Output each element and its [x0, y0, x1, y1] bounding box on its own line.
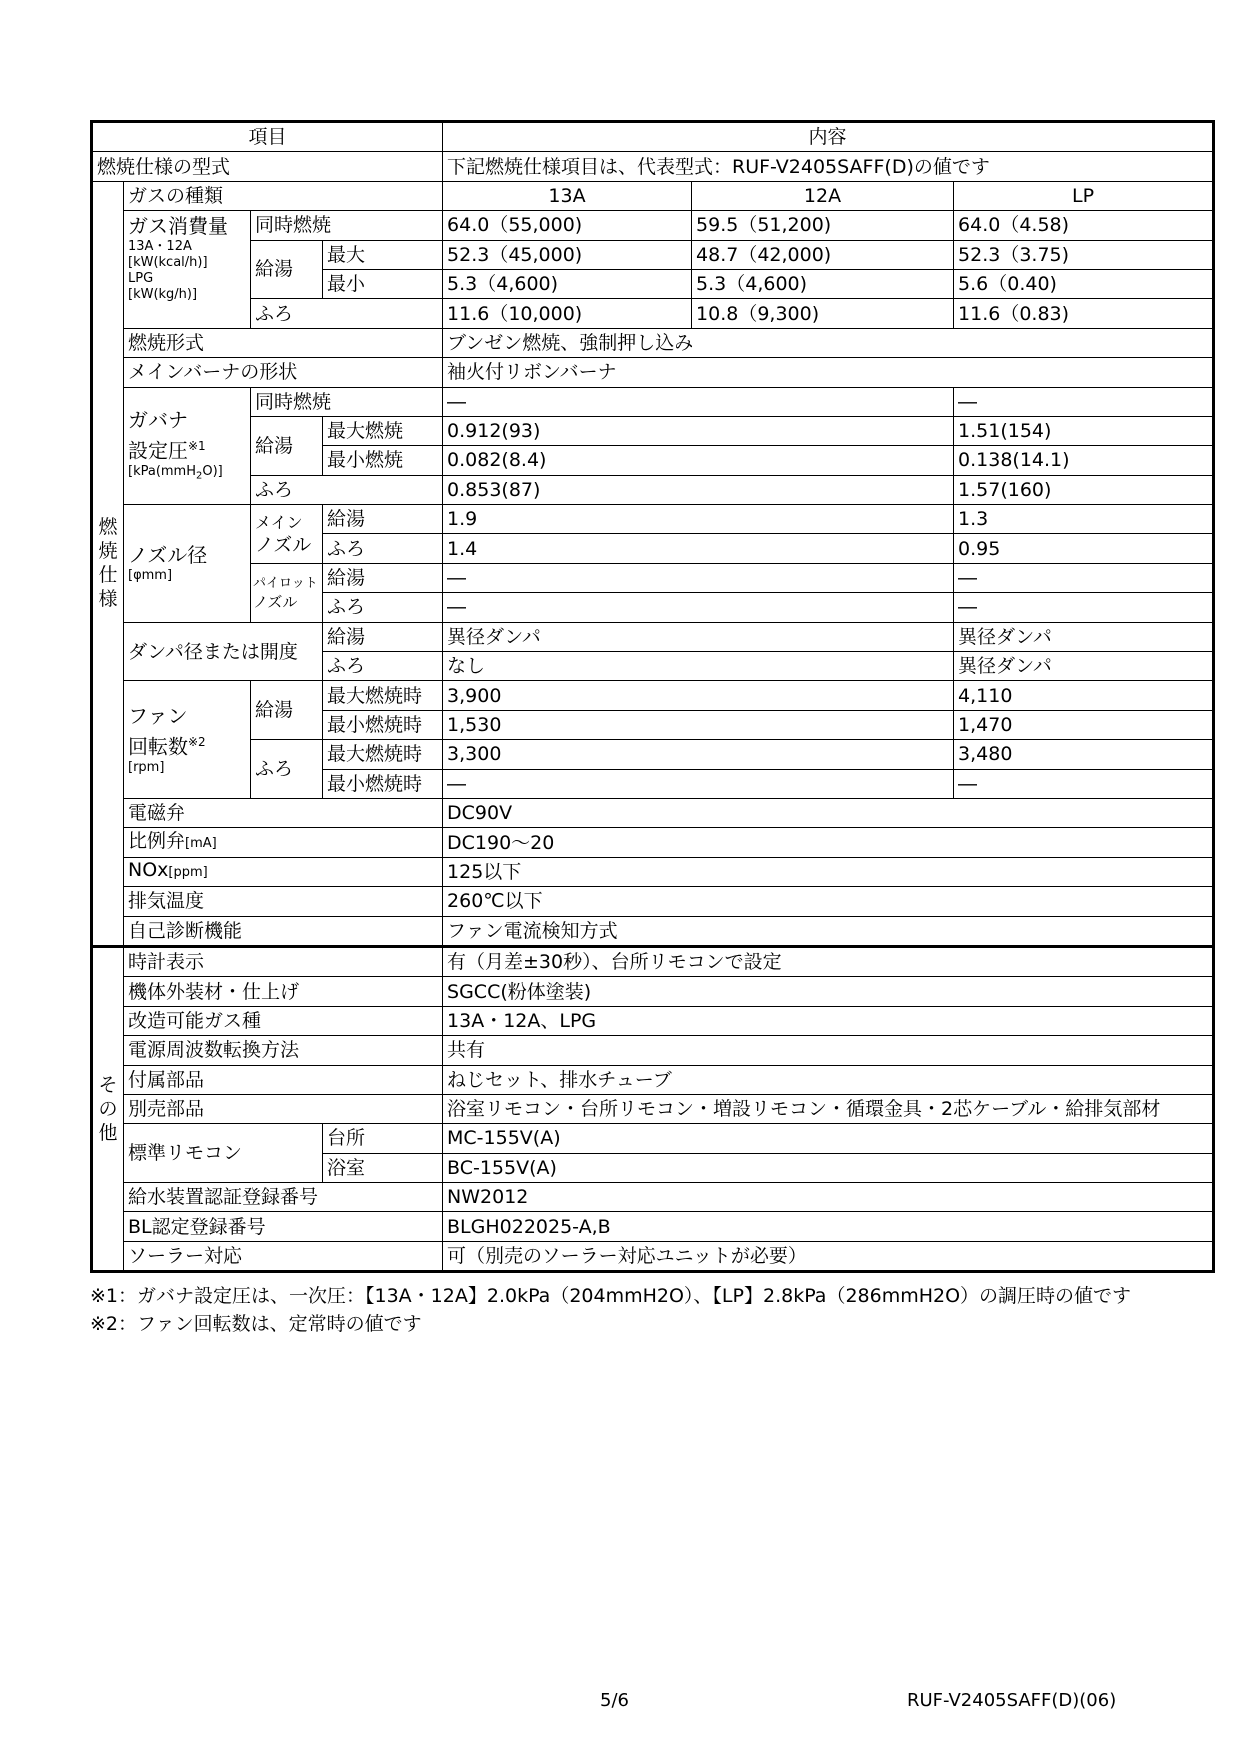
header-row	[92, 122, 1214, 152]
table-cell: 52.3（3.75)	[954, 240, 1214, 269]
table-cell: 5.6（0.40)	[954, 269, 1214, 298]
table-cell: 64.0（4.58)	[954, 211, 1214, 240]
table-cell: 48.7（42,000)	[692, 240, 954, 269]
nox-row	[92, 857, 1214, 886]
table-cell: 1.51(154)	[954, 416, 1214, 445]
clock-label: 時計表示	[124, 946, 443, 976]
clock-row	[92, 946, 1214, 976]
solenoid-label: 電磁弁	[124, 798, 443, 827]
proportional-label: 比例弁	[128, 830, 186, 853]
table-cell: 5.3（4,600)	[692, 269, 954, 298]
page-number: 5/6	[600, 1690, 629, 1711]
bl-cert-label: BL認定登録番号	[124, 1212, 443, 1241]
nozzle-row-main-kyuto	[92, 505, 1214, 534]
exhaust-temp-label: 排気温度	[124, 887, 443, 916]
table-cell: 1,530	[443, 710, 954, 739]
gas-consumption-furo-label: ふろ	[251, 299, 443, 328]
water-cert-label: 給水装置認証登録番号	[124, 1183, 443, 1212]
nozzle-main-label-2: ノズル	[255, 533, 312, 556]
self-diag-row	[92, 916, 1214, 946]
governor-unit-pre: [kPa(mmH	[128, 463, 196, 479]
governor-note-mark: ※1	[188, 439, 206, 454]
gas-type-lp: LP	[954, 181, 1214, 210]
combustion-form-label: 燃焼形式	[124, 328, 443, 357]
convertible-gas-row	[92, 1006, 1214, 1035]
solenoid-value: DC90V	[443, 798, 1214, 827]
fan-row-kyuto-max	[92, 681, 1214, 710]
gas-consumption-row-furo	[92, 299, 1214, 328]
table-cell: ―	[443, 769, 954, 798]
water-cert-row	[92, 1183, 1214, 1212]
footnotes	[90, 1282, 1131, 1338]
gas-consumption-sub: LPG	[128, 271, 154, 287]
nox-unit: [ppm]	[168, 865, 208, 881]
model-value: 下記燃焼仕様項目は、代表型式：RUF-V2405SAFF(D)の値です	[443, 152, 1214, 181]
damper-label: ダンパ径または開度	[124, 622, 323, 681]
section-combustion-char: 仕	[98, 564, 118, 587]
governor-furo-label: ふろ	[251, 475, 443, 504]
accessories-value: ねじセット、排水チューブ	[443, 1065, 1214, 1094]
table-cell: ―	[954, 387, 1214, 416]
sold-separately-row	[92, 1094, 1214, 1123]
governor-unit-sub: 2	[196, 470, 203, 482]
main-burner-value: 袖火付リボンバーナ	[443, 358, 1214, 387]
table-cell: 1,470	[954, 710, 1214, 739]
model-row	[92, 152, 1214, 181]
damper-furo-label: ふろ	[323, 652, 443, 681]
table-cell: 1.9	[443, 505, 954, 534]
table-cell: 異径ダンパ	[443, 622, 954, 651]
table-cell: 10.8（9,300)	[692, 299, 954, 328]
nozzle-unit: [φmm]	[128, 568, 173, 584]
gas-consumption-title: ガス消費量	[128, 214, 228, 239]
gas-type-row	[92, 181, 1214, 210]
gas-consumption-label	[124, 211, 251, 329]
proportional-row	[92, 828, 1214, 857]
fan-unit: [rpm]	[128, 760, 165, 776]
table-cell: 3,300	[443, 740, 954, 769]
accessories-label: 付属部品	[124, 1065, 443, 1094]
fan-furo-label: ふろ	[251, 740, 323, 799]
table-cell: 11.6（0.83)	[954, 299, 1214, 328]
main-burner-label: メインバーナの形状	[124, 358, 443, 387]
governor-title-2: 設定圧	[128, 438, 188, 463]
self-diag-value: ファン電流検知方式	[443, 916, 1214, 946]
table-cell: 59.5（51,200)	[692, 211, 954, 240]
governor-kyuto-label: 給湯	[251, 416, 323, 475]
table-cell: 1.4	[443, 534, 954, 563]
gas-consumption-row-max	[92, 240, 1214, 269]
table-cell: 52.3（45,000)	[443, 240, 692, 269]
table-cell: 11.6（10,000)	[443, 299, 692, 328]
body-material-label: 機体外装材・仕上げ	[124, 977, 443, 1006]
table-cell: 1.57(160)	[954, 475, 1214, 504]
sold-separately-label: 別売部品	[124, 1094, 443, 1123]
remote-label: 標準リモコン	[124, 1124, 323, 1183]
nozzle-main-label-1: メイン	[255, 512, 303, 532]
fan-max-label: 最大燃焼時	[323, 740, 443, 769]
section-other-char: 他	[98, 1122, 118, 1145]
fan-note-mark: ※2	[188, 735, 206, 750]
nozzle-pilot-label	[251, 563, 323, 622]
section-combustion-char: 焼	[98, 540, 118, 563]
table-cell: 0.912(93)	[443, 416, 954, 445]
proportional-unit: [mA]	[185, 836, 217, 852]
gas-consumption-row-simul	[92, 211, 1214, 240]
remote-kitchen-value: MC-155V(A)	[443, 1124, 1214, 1153]
nox-label-cell	[124, 857, 443, 886]
main-burner-row	[92, 358, 1214, 387]
nozzle-label	[124, 505, 251, 623]
table-cell: ―	[443, 593, 954, 622]
gas-consumption-sub: 13A・12A	[128, 239, 192, 255]
table-cell: 3,480	[954, 740, 1214, 769]
table-cell: 4,110	[954, 681, 1214, 710]
governor-row-simul	[92, 387, 1214, 416]
remote-row-kitchen	[92, 1124, 1214, 1153]
combustion-form-row	[92, 328, 1214, 357]
governor-max-label: 最大燃焼	[323, 416, 443, 445]
table-cell: ―	[443, 563, 954, 592]
gas-consumption-kyuto-label: 給湯	[251, 240, 323, 299]
governor-min-label: 最小燃焼	[323, 446, 443, 475]
freq-switch-label: 電源周波数転換方法	[124, 1036, 443, 1065]
table-cell: ―	[954, 769, 1214, 798]
spec-table	[90, 120, 1215, 1273]
nox-label: NOx	[128, 859, 169, 882]
exhaust-temp-value: 260℃以下	[443, 887, 1214, 916]
exhaust-temp-row	[92, 887, 1214, 916]
convertible-gas-value: 13A・12A、LPG	[443, 1006, 1214, 1035]
body-material-value: SGCC(粉体塗装)	[443, 977, 1214, 1006]
header-content: 内容	[443, 122, 1214, 152]
fan-title: ファン	[128, 704, 188, 729]
table-cell: ―	[443, 387, 954, 416]
water-cert-value: NW2012	[443, 1183, 1214, 1212]
footnote: ※2：ファン回転数は、定常時の値です	[90, 1313, 422, 1335]
governor-title: ガバナ	[128, 408, 188, 433]
fan-kyuto-label: 給湯	[251, 681, 323, 740]
table-cell: 0.853(87)	[443, 475, 954, 504]
fan-max-label: 最大燃焼時	[323, 681, 443, 710]
nozzle-pilot-label-1: パイロット	[253, 575, 318, 591]
fan-min-label: 最小燃焼時	[323, 769, 443, 798]
nozzle-kyuto-label: 給湯	[323, 563, 443, 592]
nozzle-furo-label: ふろ	[323, 534, 443, 563]
remote-kitchen-label: 台所	[323, 1124, 443, 1153]
nozzle-main-label	[251, 505, 323, 564]
freq-switch-value: 共有	[443, 1036, 1214, 1065]
section-combustion-spec	[92, 181, 124, 946]
table-cell: 1.3	[954, 505, 1214, 534]
table-cell: 0.95	[954, 534, 1214, 563]
governor-label	[124, 387, 251, 505]
clock-value: 有（月差±30秒）、台所リモコンで設定	[443, 946, 1214, 976]
model-label: 燃焼仕様の型式	[92, 152, 443, 181]
self-diag-label: 自己診断機能	[124, 916, 443, 946]
gas-type-label: ガスの種類	[124, 181, 443, 210]
fan-row-furo-max	[92, 740, 1214, 769]
section-other-char: の	[98, 1098, 118, 1121]
combustion-form-value: ブンゼン燃焼、強制押し込み	[443, 328, 1214, 357]
proportional-value: DC190～20	[443, 828, 1214, 857]
bl-cert-row	[92, 1212, 1214, 1241]
footnote: ※1：ガバナ設定圧は、一次圧：【13A・12A】2.0kPa（204mmH2O）、【LP】2.8kPa（286mmH2O）の調圧時の値です	[90, 1285, 1132, 1307]
table-cell: 3,900	[443, 681, 954, 710]
fan-min-label: 最小燃焼時	[323, 710, 443, 739]
table-cell: 5.3（4,600)	[443, 269, 692, 298]
governor-unit	[128, 464, 246, 485]
body-material-row	[92, 977, 1214, 1006]
table-cell: 0.138(14.1)	[954, 446, 1214, 475]
gas-consumption-sub: [kW(kg/h)]	[128, 287, 198, 303]
nozzle-furo-label: ふろ	[323, 593, 443, 622]
gas-type-12a: 12A	[692, 181, 954, 210]
fan-label	[124, 681, 251, 799]
nox-value: 125以下	[443, 857, 1214, 886]
solenoid-row	[92, 798, 1214, 827]
remote-bath-value: BC-155V(A)	[443, 1153, 1214, 1182]
sold-separately-value: 浴室リモコン・台所リモコン・増設リモコン・循環金具・2芯ケーブル・給排気部材	[443, 1094, 1214, 1123]
bl-cert-value: BLGH022025-A,B	[443, 1212, 1214, 1241]
fan-title-2: 回転数	[128, 735, 188, 760]
nozzle-pilot-label-2: ノズル	[253, 592, 298, 611]
nozzle-row-pilot-kyuto	[92, 563, 1214, 592]
nozzle-kyuto-label: 給湯	[323, 505, 443, 534]
nozzle-title: ノズル径	[128, 543, 208, 568]
solar-label: ソーラー対応	[124, 1241, 443, 1271]
section-other	[92, 946, 124, 1271]
governor-row-max	[92, 416, 1214, 445]
governor-simul-label: 同時燃焼	[251, 387, 443, 416]
remote-bath-label: 浴室	[323, 1153, 443, 1182]
gas-type-13a: 13A	[443, 181, 692, 210]
solar-row	[92, 1241, 1214, 1271]
gas-consumption-sub: [kW(kcal/h)]	[128, 255, 208, 271]
table-cell: ―	[954, 563, 1214, 592]
solar-value: 可（別売のソーラー対応ユニットが必要）	[443, 1241, 1214, 1271]
accessories-row	[92, 1065, 1214, 1094]
damper-kyuto-label: 給湯	[323, 622, 443, 651]
table-cell: 異径ダンパ	[954, 652, 1214, 681]
section-combustion-char: 様	[98, 588, 118, 611]
gas-consumption-simul-label: 同時燃焼	[251, 211, 443, 240]
convertible-gas-label: 改造可能ガス種	[124, 1006, 443, 1035]
governor-row-furo	[92, 475, 1214, 504]
table-cell: 0.082(8.4)	[443, 446, 954, 475]
gas-consumption-min-label: 最小	[323, 269, 443, 298]
governor-unit-post: O)]	[202, 463, 223, 479]
table-cell: 64.0（55,000)	[443, 211, 692, 240]
table-cell: なし	[443, 652, 954, 681]
freq-switch-row	[92, 1036, 1214, 1065]
table-cell: 異径ダンパ	[954, 622, 1214, 651]
gas-consumption-max-label: 最大	[323, 240, 443, 269]
table-cell: ―	[954, 593, 1214, 622]
section-other-char: そ	[98, 1074, 118, 1097]
damper-row-kyuto	[92, 622, 1214, 651]
proportional-label-cell	[124, 828, 443, 857]
document-code: RUF-V2405SAFF(D)(06)	[907, 1690, 1117, 1711]
section-combustion-char: 燃	[98, 516, 118, 539]
header-item: 項目	[92, 122, 443, 152]
